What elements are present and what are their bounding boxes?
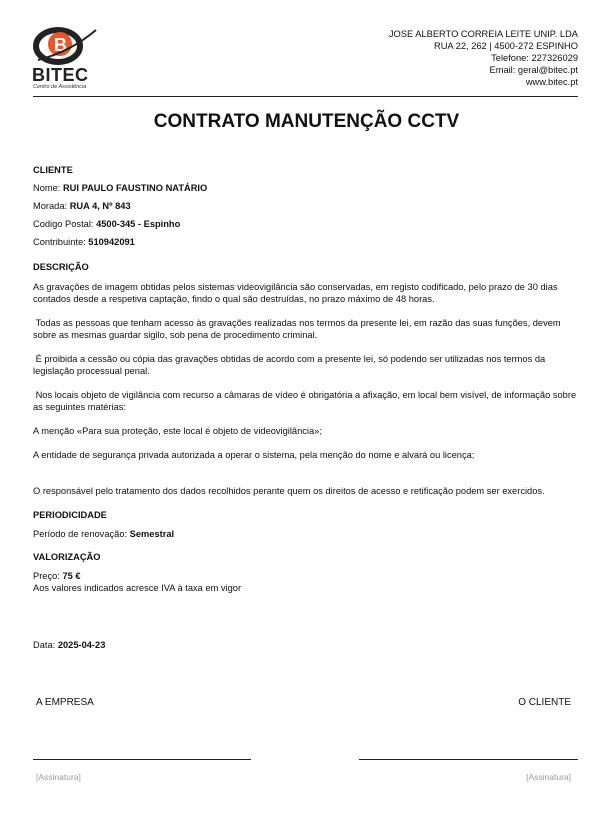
- price: [33, 570, 581, 582]
- label: Preço:: [33, 571, 63, 581]
- contract-date: [33, 639, 581, 651]
- value: 2025-04-23: [57, 640, 106, 650]
- client-signature-line: [359, 759, 578, 760]
- label: Período de renovação:: [33, 529, 130, 539]
- company-signature-placeholder: [Assinatura]: [36, 772, 81, 782]
- company-info: [389, 28, 578, 88]
- value: RUI PAULO FAUSTINO NATÁRIO: [62, 183, 208, 193]
- value: 4500-345 - Espinho: [96, 219, 181, 229]
- renewal-period: [33, 528, 581, 540]
- label: Contribuinte:: [33, 237, 89, 247]
- company-name: JOSE ALBERTO CORREIA LEITE UNIP. LDA: [388, 29, 578, 39]
- label: Data:: [33, 640, 58, 650]
- company-address: RUA 22, 262 | 4500-272 ESPINHO: [433, 41, 578, 51]
- client-signature-label: O CLIENTE: [518, 697, 571, 708]
- value: 510942091: [88, 237, 135, 247]
- value: 75 €: [62, 571, 81, 581]
- header-divider: [33, 96, 578, 97]
- company-email: Email: geral@bitec.pt: [489, 65, 578, 75]
- logo-subtitle: Centro de Assistência: [33, 84, 87, 90]
- description-paragraph: Nos locais objeto de vigilância com recurso a câmaras de vídeo é obrigatória a afixação, em local bem visível, de informação sobre as seguintes matérias:: [33, 390, 579, 412]
- client-address: [33, 200, 581, 212]
- value: Semestral: [129, 529, 175, 539]
- label: Morada:: [33, 201, 70, 211]
- svg-text:B: B: [54, 35, 67, 55]
- page-title: CONTRATO MANUTENÇÃO CCTV: [153, 111, 460, 132]
- logo-emblem-icon: [30, 22, 110, 70]
- description-heading: DESCRIÇÃO: [33, 262, 89, 272]
- periodicity-heading: PERIODICIDADE: [33, 510, 107, 520]
- client-heading: CLIENTE: [33, 165, 73, 175]
- vat-note: Aos valores indicados acresce IVA à taxa em vigor: [33, 583, 242, 593]
- label: Codigo Postal:: [33, 219, 97, 229]
- label: Nome:: [33, 183, 63, 193]
- client-name: [33, 182, 581, 194]
- description-paragraph: A menção «Para sua proteção, este local é objeto de videovigilância»;: [33, 426, 322, 436]
- company-signature-label: A EMPRESA: [36, 697, 94, 708]
- valuation-heading: VALORIZAÇÃO: [33, 552, 101, 562]
- value: RUA 4, Nº 843: [69, 201, 131, 211]
- description-paragraph: O responsável pelo tratamento dos dados recolhidos perante quem os direitos de acesso e retificação podem ser exercidos.: [33, 486, 545, 496]
- bitec-logo: [30, 22, 110, 92]
- company-phone: Telefone: 227326029: [491, 53, 578, 63]
- description-paragraph: Todas as pessoas que tenham acesso às gravações realizadas nos termos da presente lei, em razão das suas funções, devem sobre as mesmas guardar sigilo, sob pena de procedimento criminal.: [33, 318, 564, 340]
- client-postal: [33, 218, 581, 230]
- company-signature-line: [33, 759, 251, 760]
- client-signature-placeholder: [Assinatura]: [526, 772, 571, 782]
- description-paragraph: É proibida a cessão ou cópia das gravações obtidas de acordo com a presente lei, só podendo ser utilizadas nos termos da legislação processual penal.: [33, 354, 548, 376]
- description-paragraph: A entidade de segurança privada autorizada a operar o sistema, pela menção do nome e alvará ou licença;: [33, 450, 475, 460]
- client-tax-id: [33, 236, 581, 248]
- logo-text: BITEC: [32, 65, 89, 85]
- description-paragraph: As gravações de imagem obtidas pelos sistemas videovigilância são conservadas, em registo codificado, pelo prazo de 30 dias contados desde a respetiva captação, findo o qual são destruídas, no prazo máximo de 48 horas.: [33, 282, 561, 304]
- company-website: www.bitec.pt: [525, 77, 578, 87]
